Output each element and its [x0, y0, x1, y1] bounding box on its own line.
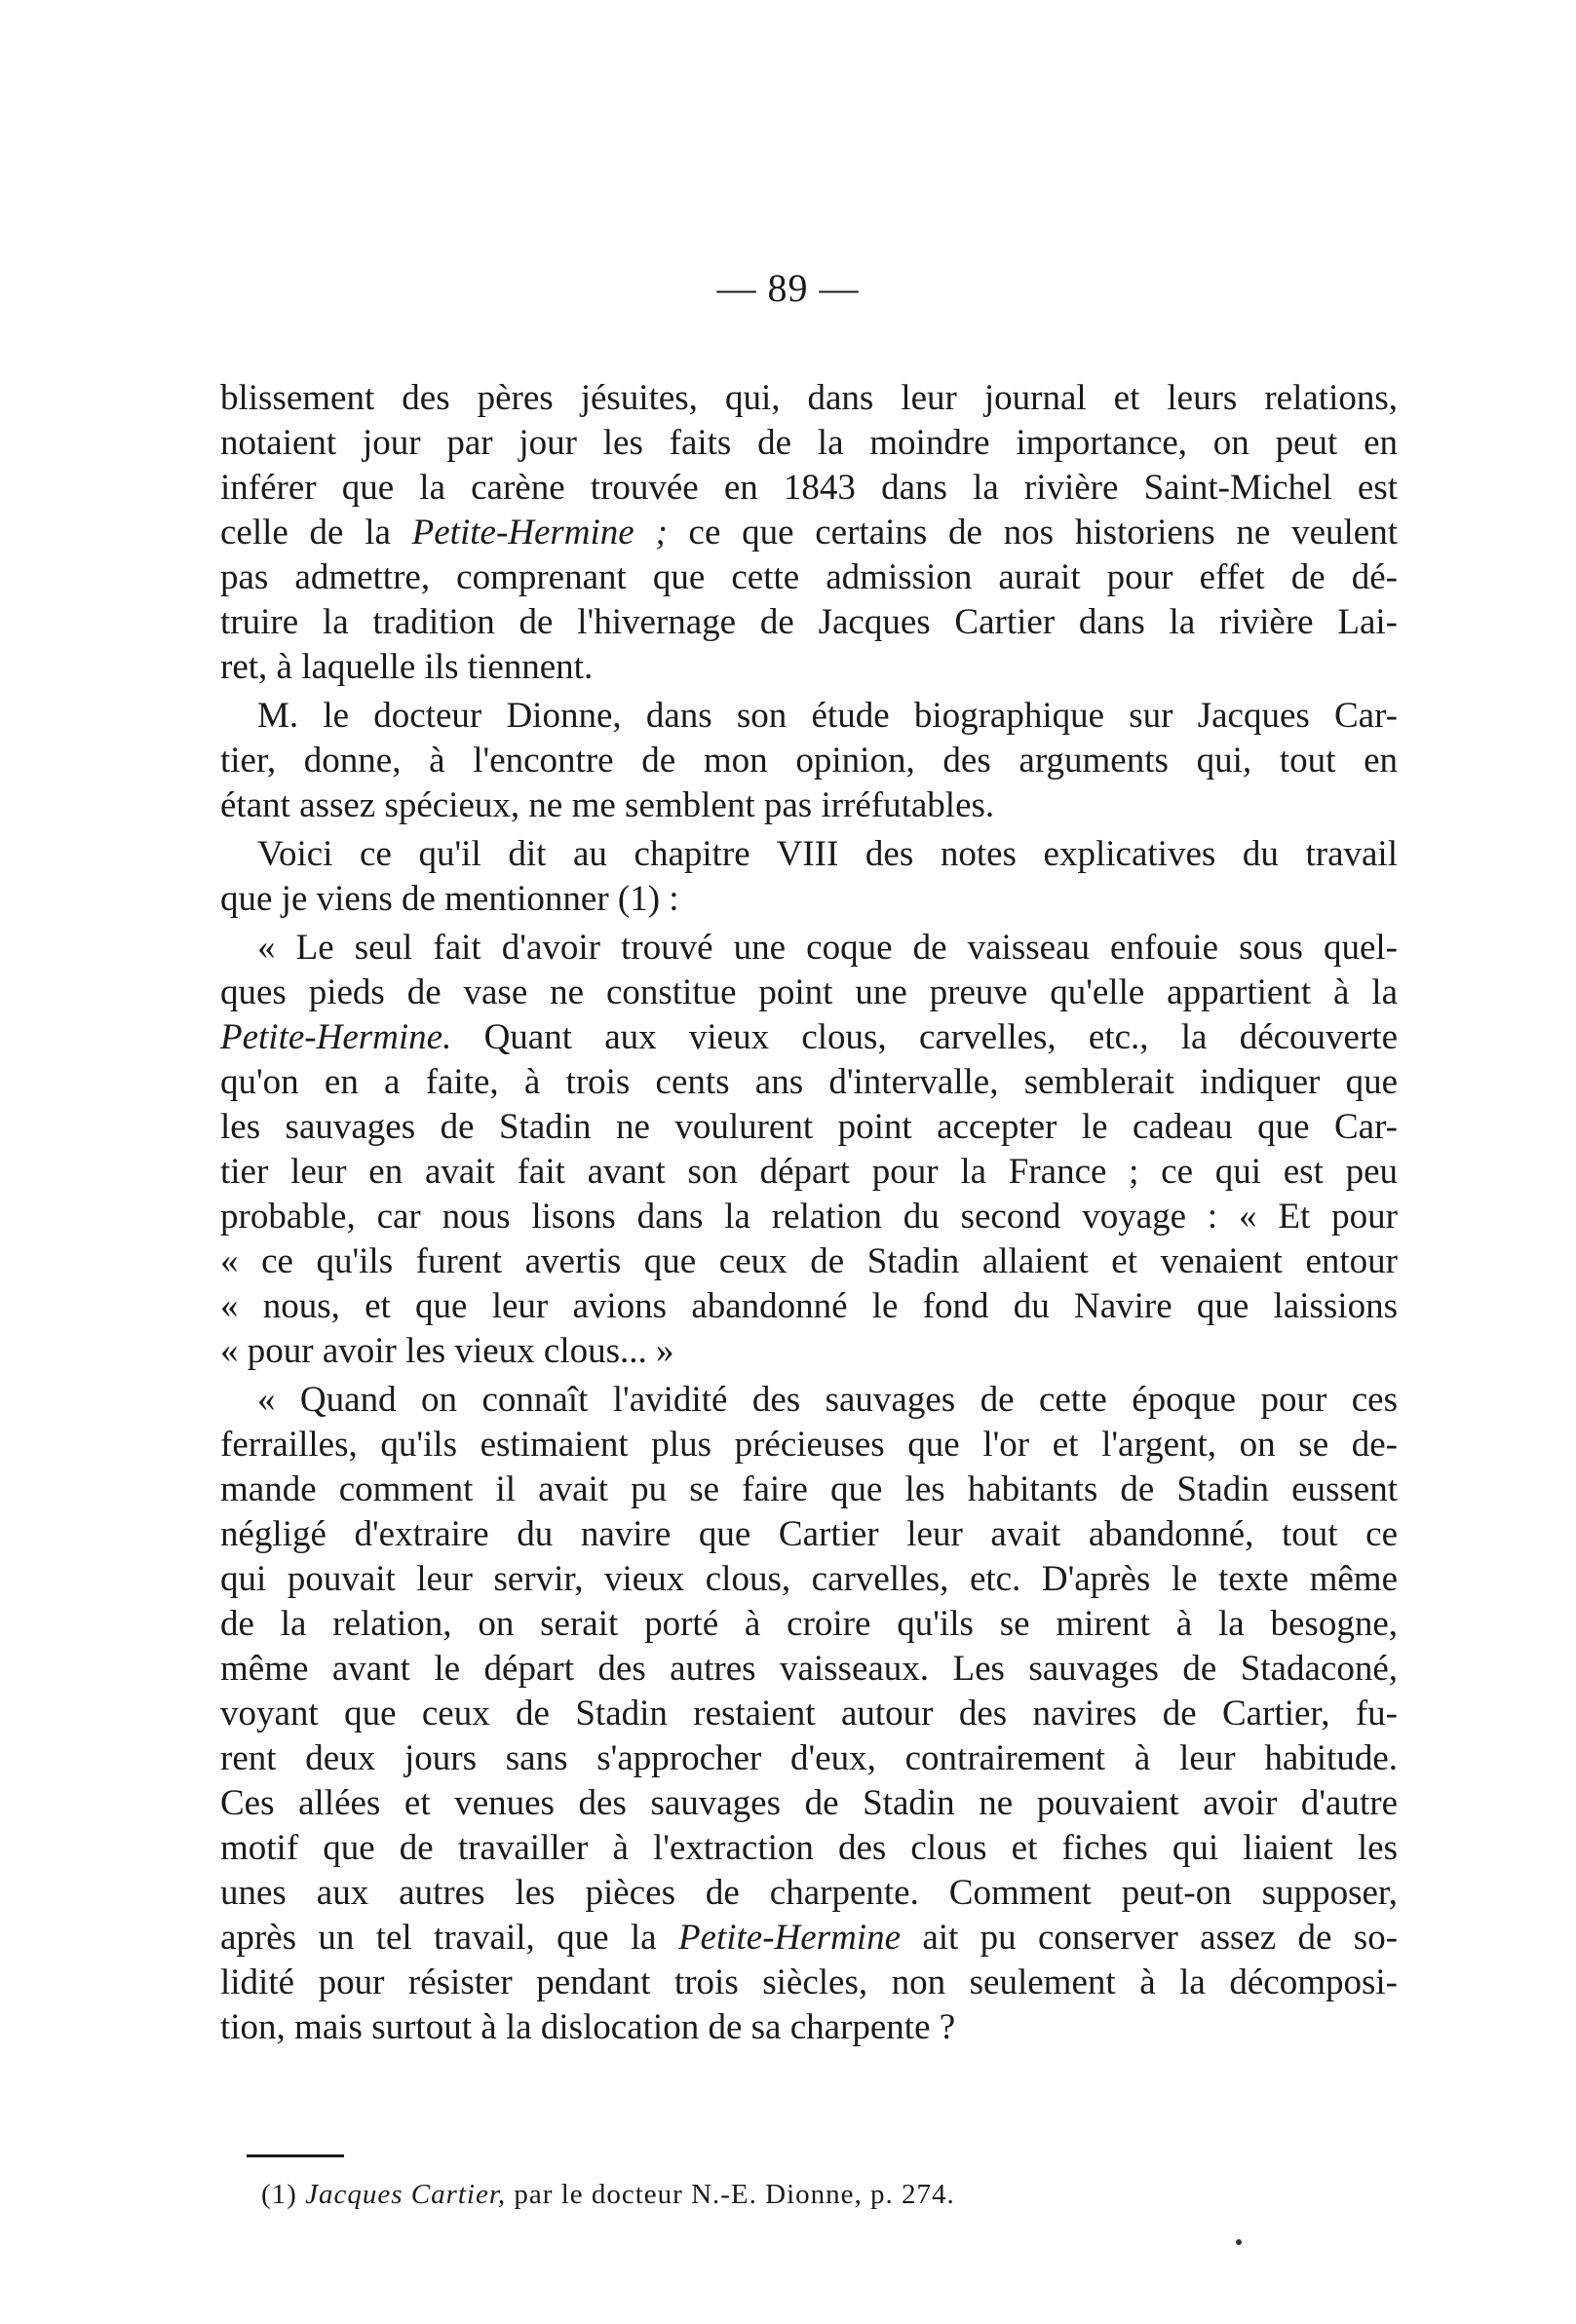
- text-line: [220, 511, 1398, 555]
- text-line: lidité pour résister pendant trois siècles, non seulement à la décomposi-: [220, 1962, 1398, 2002]
- text-line: voyant que ceux de Stadin restaient autour des navires de Cartier, fu-: [220, 1694, 1398, 1733]
- text-fragment: Quant aux vieux clous, carvelles, etc., la découverte: [483, 1017, 1399, 1057]
- text-line: motif que de travailler à l'extraction des clous et fiches qui liaient les: [220, 1828, 1398, 1868]
- text-line: tier leur en avait fait avant son départ pour la France ; ce qui est peu: [220, 1152, 1398, 1192]
- text-fragment: celle de la: [220, 513, 391, 552]
- text-line: probable, car nous lisons dans la relation du second voyage : « Et pour: [220, 1197, 1398, 1237]
- footnote: [261, 2176, 955, 2213]
- text-line: M. le docteur Dionne, dans son étude biographique sur Jacques Car-: [257, 696, 1398, 736]
- text-fragment: ce que certains de nos historiens ne veulent: [688, 513, 1398, 552]
- text-line: unes aux autres les pièces de charpente. Comment peut-on supposer,: [220, 1873, 1398, 1913]
- footnote-rule: [247, 2154, 344, 2157]
- ink-speck: [1236, 2239, 1242, 2245]
- text-line: Ces allées et venues des sauvages de Stadin ne pouvaient avoir d'autre: [220, 1783, 1398, 1823]
- text-fragment: après un tel travail, que la: [220, 1918, 657, 1958]
- text-line: mande comment il avait pu se faire que les habitants de Stadin eussent: [220, 1469, 1398, 1509]
- text-line: que je viens de mentionner (1) :: [220, 879, 679, 919]
- text-line: inférer que la carène trouvée en 1843 dans la rivière Saint-Michel est: [220, 468, 1398, 508]
- text-line: « Quand on connaît l'avidité des sauvages de cette époque pour ces: [257, 1380, 1398, 1420]
- footnote-text: par le docteur N.-E. Dionne, p. 274.: [514, 2179, 955, 2210]
- italic-title: Petite-Hermine: [677, 1918, 902, 1958]
- text-line: rent deux jours sans s'approcher d'eux, contrairement à leur habitude.: [220, 1738, 1398, 1778]
- text-line: ferrailles, qu'ils estimaient plus précieuses que l'or et l'argent, on se de-: [220, 1425, 1398, 1465]
- text-line: de la relation, on serait porté à croire qu'ils se mirent à la besogne,: [220, 1604, 1398, 1644]
- text-line: qu'on en a faite, à trois cents ans d'intervalle, semblerait indiquer que: [220, 1062, 1398, 1102]
- italic-title: Petite-Hermine ;: [411, 513, 668, 552]
- text-line: blissement des pères jésuites, qui, dans leur journal et leurs relations,: [220, 378, 1398, 418]
- text-line: [220, 1015, 1398, 1060]
- text-line: les sauvages de Stadin ne voulurent point accepter le cadeau que Car-: [220, 1107, 1398, 1147]
- text-line: « pour avoir les vieux clous... »: [220, 1331, 674, 1371]
- footnote-marker: (1): [261, 2179, 297, 2210]
- footnote-title: Jacques Cartier,: [305, 2179, 507, 2210]
- text-line: truire la tradition de l'hivernage de Jacques Cartier dans la rivière Lai-: [220, 602, 1398, 642]
- text-line: ques pieds de vase ne constitue point une preuve qu'elle appartient à la: [220, 972, 1398, 1012]
- text-line: « Le seul fait d'avoir trouvé une coque de vaisseau enfouie sous quel-: [257, 928, 1398, 968]
- text-line: tion, mais surtout à la dislocation de sa charpente ?: [220, 2007, 956, 2047]
- text-line: notaient jour par jour les faits de la moindre importance, on peut en: [220, 423, 1398, 463]
- text-line: étant assez spécieux, ne me semblent pas irréfutables.: [220, 785, 995, 825]
- text-line: pas admettre, comprenant que cette admission aurait pour effet de dé-: [220, 557, 1398, 597]
- text-line: même avant le départ des autres vaisseaux. Les sauvages de Stadaconé,: [220, 1649, 1398, 1689]
- text-line: négligé d'extraire du navire que Cartier leur avait abandonné, tout ce: [220, 1514, 1398, 1554]
- text-line: « nous, et que leur avions abandonné le fond du Navire que laissions: [220, 1286, 1398, 1326]
- italic-title: Petite-Hermine.: [220, 1017, 452, 1057]
- page-number: — 89 —: [716, 266, 860, 310]
- text-line: tier, donne, à l'encontre de mon opinion, des arguments qui, tout en: [220, 741, 1398, 781]
- text-line: ret, à laquelle ils tiennent.: [220, 647, 594, 687]
- text-fragment: ait pu conserver assez de so-: [922, 1918, 1399, 1958]
- text-line: qui pouvait leur servir, vieux clous, carvelles, etc. D'après le texte même: [220, 1559, 1398, 1599]
- text-line: « ce qu'ils furent avertis que ceux de Stadin allaient et venaient entour: [220, 1241, 1398, 1281]
- text-line: Voici ce qu'il dit au chapitre VIII des notes explicatives du travail: [257, 834, 1398, 874]
- text-line: [220, 1916, 1398, 1961]
